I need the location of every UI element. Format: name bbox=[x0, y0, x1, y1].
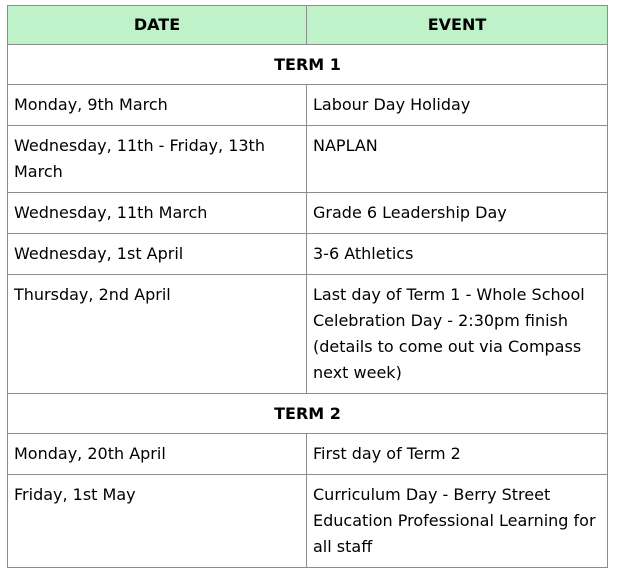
term-2-heading: TERM 2 bbox=[8, 394, 608, 434]
term-heading-row bbox=[8, 45, 608, 85]
term-1-heading: TERM 1 bbox=[8, 45, 608, 85]
table-row bbox=[8, 193, 608, 234]
event-column-header: EVENT bbox=[307, 6, 608, 45]
events-table bbox=[7, 5, 608, 568]
event-description-cell: First day of Term 2 bbox=[307, 434, 608, 475]
event-date-cell: Wednesday, 11th March bbox=[8, 193, 307, 234]
event-date-cell: Thursday, 2nd April bbox=[8, 275, 307, 394]
table-row bbox=[8, 275, 608, 394]
event-description-cell: Labour Day Holiday bbox=[307, 85, 608, 126]
table-header-row bbox=[8, 6, 608, 45]
event-date-cell: Monday, 9th March bbox=[8, 85, 307, 126]
table-row bbox=[8, 434, 608, 475]
term-heading-row bbox=[8, 394, 608, 434]
table-row bbox=[8, 475, 608, 568]
event-description-cell: Last day of Term 1 - Whole School Celebration Day - 2:30pm finish (details to come out via Compass next week) bbox=[307, 275, 608, 394]
event-date-cell: Wednesday, 11th - Friday, 13th March bbox=[8, 126, 307, 193]
table-row bbox=[8, 85, 608, 126]
event-date-cell: Wednesday, 1st April bbox=[8, 234, 307, 275]
date-column-header: DATE bbox=[8, 6, 307, 45]
event-description-cell: Grade 6 Leadership Day bbox=[307, 193, 608, 234]
table-row bbox=[8, 126, 608, 193]
event-date-cell: Monday, 20th April bbox=[8, 434, 307, 475]
event-description-cell: NAPLAN bbox=[307, 126, 608, 193]
event-description-cell: 3-6 Athletics bbox=[307, 234, 608, 275]
table-row bbox=[8, 234, 608, 275]
event-date-cell: Friday, 1st May bbox=[8, 475, 307, 568]
event-description-cell: Curriculum Day - Berry Street Education Professional Learning for all staff bbox=[307, 475, 608, 568]
